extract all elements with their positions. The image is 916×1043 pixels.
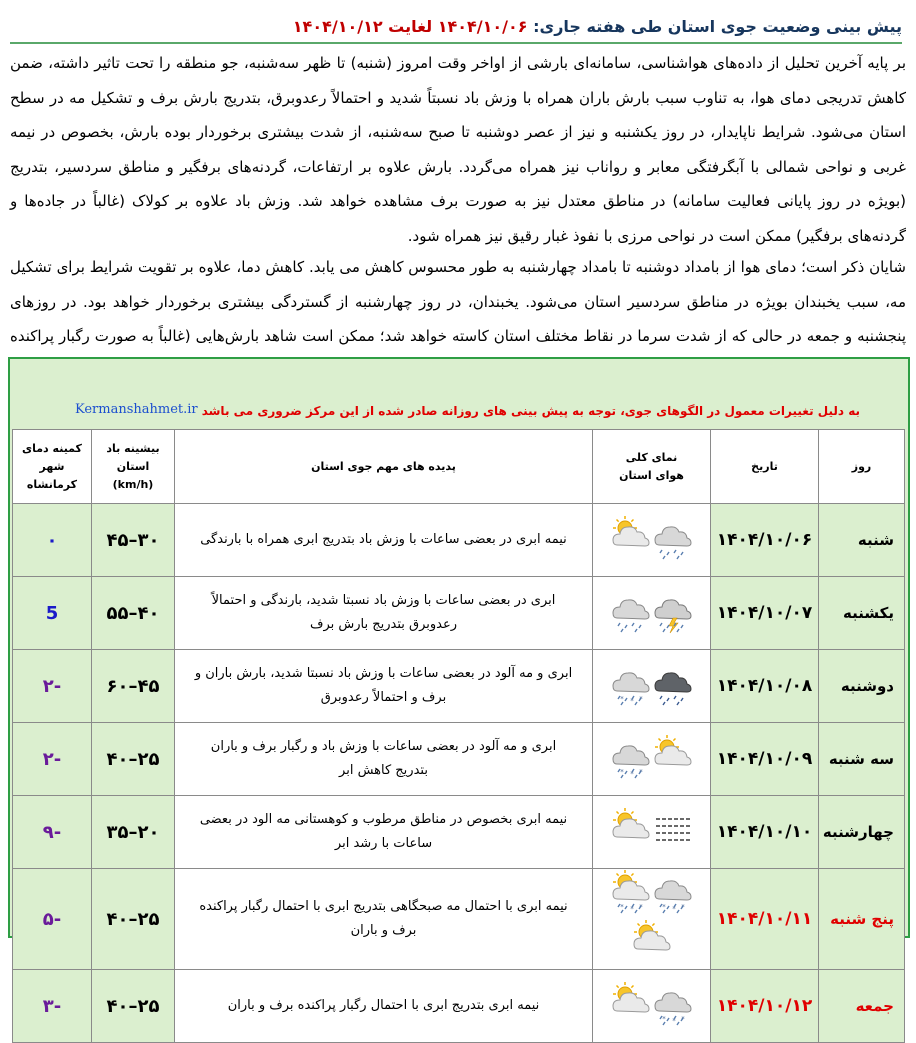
wind-cell: ۲۰–۳۵ <box>92 796 175 869</box>
day-cell: سه شنبه <box>819 723 905 796</box>
weather-icon-cell <box>593 970 711 1043</box>
cloud-sleet-icon <box>611 661 651 711</box>
day-cell: شنبه <box>819 504 905 577</box>
svg-text:*: * <box>638 695 643 703</box>
thunderstorm-icon <box>653 588 693 638</box>
weather-icon-cell <box>593 723 711 796</box>
header-overview-line1: نمای کلی <box>625 450 678 464</box>
svg-text:*: * <box>671 1017 676 1025</box>
svg-text:*: * <box>629 770 634 778</box>
table-row <box>13 869 905 970</box>
date-cell: ۱۴۰۴/۱۰/۱۰ <box>711 796 819 869</box>
header-wind <box>92 430 175 504</box>
phenomena-cell: نیمه ابری با احتمال مه صبحگاهی بتدریج ابری با احتمال رگبار پراکنده برف و باران <box>175 869 593 970</box>
wind-cell: ۲۵–۴۰ <box>92 869 175 970</box>
wind-cell: ۲۵–۴۰ <box>92 723 175 796</box>
svg-text:*: * <box>638 903 643 911</box>
header-overview <box>593 430 711 504</box>
svg-text:*: * <box>619 903 624 911</box>
weather-icon-cell <box>593 796 711 869</box>
svg-text:*: * <box>638 768 643 776</box>
header-phenomena: پدیده های مهم جوی استان <box>175 430 593 504</box>
date-cell: ۱۴۰۴/۱۰/۰۷ <box>711 577 819 650</box>
day-cell: جمعه <box>819 970 905 1043</box>
forecast-title <box>10 12 902 44</box>
sun-cloud-icon <box>611 807 651 857</box>
fog-icon <box>653 807 693 857</box>
header-temp-line3: کرمانشاه <box>26 477 78 491</box>
date-cell: ۱۴۰۴/۱۰/۱۲ <box>711 970 819 1043</box>
min-temp-cell: -۲ <box>13 650 92 723</box>
date-cell: ۱۴۰۴/۱۰/۰۹ <box>711 723 819 796</box>
day-cell: پنج شنبه <box>819 869 905 970</box>
svg-text:*: * <box>661 1015 666 1023</box>
phenomena-cell: ابری در بعضی ساعات با وزش باد نسبتا شدید، بارندگی و احتمالاً رعدوبرق بتدریج بارش برف <box>175 577 593 650</box>
svg-text:*: * <box>629 905 634 913</box>
forecast-paragraph: بر پایه آخرین تحلیل از داده‌های هواشناسی، سامانه‌ای بارشی از اواخر وقت امروز (شنبه) تا ظهر سه‌شنبه، جو منطقه را تحت تاثیر داشته، ضمن کاهش تدریجی دمای هوا، به تناوب سبب بارش باران همراه با وزش باد نسبتاً شدید و احتمالاً رعدوبرق، بتدریج بارش برف و تشکیل مه در سطح استان می‌شود. شرایط ناپایدار، در روز یکشنبه و نیز از عصر دوشنبه تا صبح سه‌شنبه، از شدت بیشتری برخوردار بوده بارش، بخصوص در نیمه غربی و نواحی شمالی با آبگرفتگی معابر و رواناب نیز همراه می‌گردد. بارش علاوه بر ارتفاعات، گردنه‌های برفگیر و مناطق سردسیر، بتدریج (بویژه در روز پایانی فعالیت سامانه) در مناطق معتدل نیز به صورت برف مشاهده خواهد شد. وزش باد علاوه بر کولاک (غالباً در جاده‌ها و گردنه‌های برفگیر) ممکن است در نواحی مرزی با نفوذ غبار رقیق نیز همراه شود. <box>10 54 906 245</box>
wind-cell: ۴۰–۵۵ <box>92 577 175 650</box>
sun-cloud-icon <box>611 515 651 565</box>
header-overview-line2: هوای استان <box>619 468 684 482</box>
table-header-row <box>13 430 905 504</box>
day-cell: یکشنبه <box>819 577 905 650</box>
svg-text:*: * <box>661 903 666 911</box>
weather-icon-cell <box>593 650 711 723</box>
title-date-range: ۱۴۰۴/۱۰/۰۶ لغایت ۱۴۰۴/۱۰/۱۲ <box>292 17 528 36</box>
header-temp-line2: شهر <box>39 459 65 473</box>
header-temp <box>13 430 92 504</box>
note-paragraph: شایان ذکر است؛ دمای هوا از بامداد دوشنبه تا بامداد چهارشنبه به طور محسوس کاهش می یابد. کاهش دما، علاوه بر تقویت شرایط برای تشکیل مه، سبب یخبندان بویژه در مناطق سردسیر استان می‌شود. یخبندان، در روز چهارشنبه از گستردگی بیشتری برخوردار خواهد بود. در روزهای پنجشنبه و جمعه در حالی که از شدت سرما در نقاط مختلف استان کاسته خواهد شد؛ ممکن است شاهد بارش‌هایی (غالباً به صورت رگبار پراکنده <box>10 258 906 345</box>
cloud-sleet-icon <box>653 981 693 1031</box>
wind-cell: ۳۰–۴۵ <box>92 504 175 577</box>
sun-cloud-icon <box>653 734 693 784</box>
svg-text:*: * <box>680 903 685 911</box>
weather-icon-cell <box>593 504 711 577</box>
table-row <box>13 723 905 796</box>
weather-icon-cell <box>593 869 711 970</box>
phenomena-cell: نیمه ابری بتدریج ابری با احتمال رگبار پراکنده برف و باران <box>175 970 593 1043</box>
disclaimer-note: به دلیل تغییرات معمول در الگوهای جوی، توجه به پیش بینی های روزانه صادر شده از این مرکز ضروری می باشد <box>201 404 860 418</box>
table-row <box>13 577 905 650</box>
sun-cloud-icon <box>632 919 672 969</box>
day-cell: دوشنبه <box>819 650 905 723</box>
min-temp-cell: -۵ <box>13 869 92 970</box>
date-cell: ۱۴۰۴/۱۰/۰۸ <box>711 650 819 723</box>
header-wind-unit: (km/h) <box>112 477 154 491</box>
title-text: پیش بینی وضعیت جوی استان طی هفته جاری: <box>533 17 902 36</box>
table-row <box>13 504 905 577</box>
header-temp-line1: کمینه دمای <box>22 441 82 455</box>
cloud-rain-icon <box>611 588 651 638</box>
min-temp-cell: ۰ <box>13 504 92 577</box>
phenomena-cell: نیمه ابری در بعضی ساعات با وزش باد بتدریج ابری همراه با بارندگی <box>175 504 593 577</box>
sun-cloud-icon <box>611 981 651 1031</box>
day-cell: چهارشنبه <box>819 796 905 869</box>
table-row <box>13 650 905 723</box>
wind-cell: ۴۵–۶۰ <box>92 650 175 723</box>
cloud-sleet-icon <box>611 734 651 784</box>
cloud-rain-icon <box>653 515 693 565</box>
table-row <box>13 970 905 1043</box>
min-temp-cell: -۹ <box>13 796 92 869</box>
weather-icon-cell <box>593 577 711 650</box>
dark-storm-icon <box>653 661 693 711</box>
site-link[interactable]: Kermanshahmet.ir <box>75 402 198 417</box>
svg-text:*: * <box>619 695 624 703</box>
header-day: روز <box>819 430 905 504</box>
phenomena-cell: نیمه ابری بخصوص در مناطق مرطوب و کوهستانی مه الود در بعضی ساعات با رشد ابر <box>175 796 593 869</box>
phenomena-cell: ابری و مه آلود در بعضی ساعات با وزش باد نسبتا شدید، بارش باران و برف و احتمالاً رعدوبرق <box>175 650 593 723</box>
forecast-table <box>12 429 905 1043</box>
sun-cloud-sleet-icon <box>611 869 651 919</box>
min-temp-cell: -۲ <box>13 723 92 796</box>
forecast-table-box <box>8 357 910 1025</box>
min-temp-cell: -۳ <box>13 970 92 1043</box>
date-cell: ۱۴۰۴/۱۰/۰۶ <box>711 504 819 577</box>
svg-text:*: * <box>619 768 624 776</box>
min-temp-cell: 5 <box>13 577 92 650</box>
wind-cell: ۲۵–۴۰ <box>92 970 175 1043</box>
svg-text:*: * <box>671 905 676 913</box>
date-cell: ۱۴۰۴/۱۰/۱۱ <box>711 869 819 970</box>
svg-text:*: * <box>629 697 634 705</box>
header-wind-line2: استان <box>116 459 150 473</box>
table-banner <box>10 359 908 429</box>
svg-text:*: * <box>680 1015 685 1023</box>
header-date: تاریخ <box>711 430 819 504</box>
cloud-sleet-icon <box>653 869 693 919</box>
phenomena-cell: ابری و مه آلود در بعضی ساعات با وزش باد و رگبار برف و باران بتدریج کاهش ابر <box>175 723 593 796</box>
table-row <box>13 796 905 869</box>
header-wind-line1: بیشینه باد <box>106 441 160 455</box>
